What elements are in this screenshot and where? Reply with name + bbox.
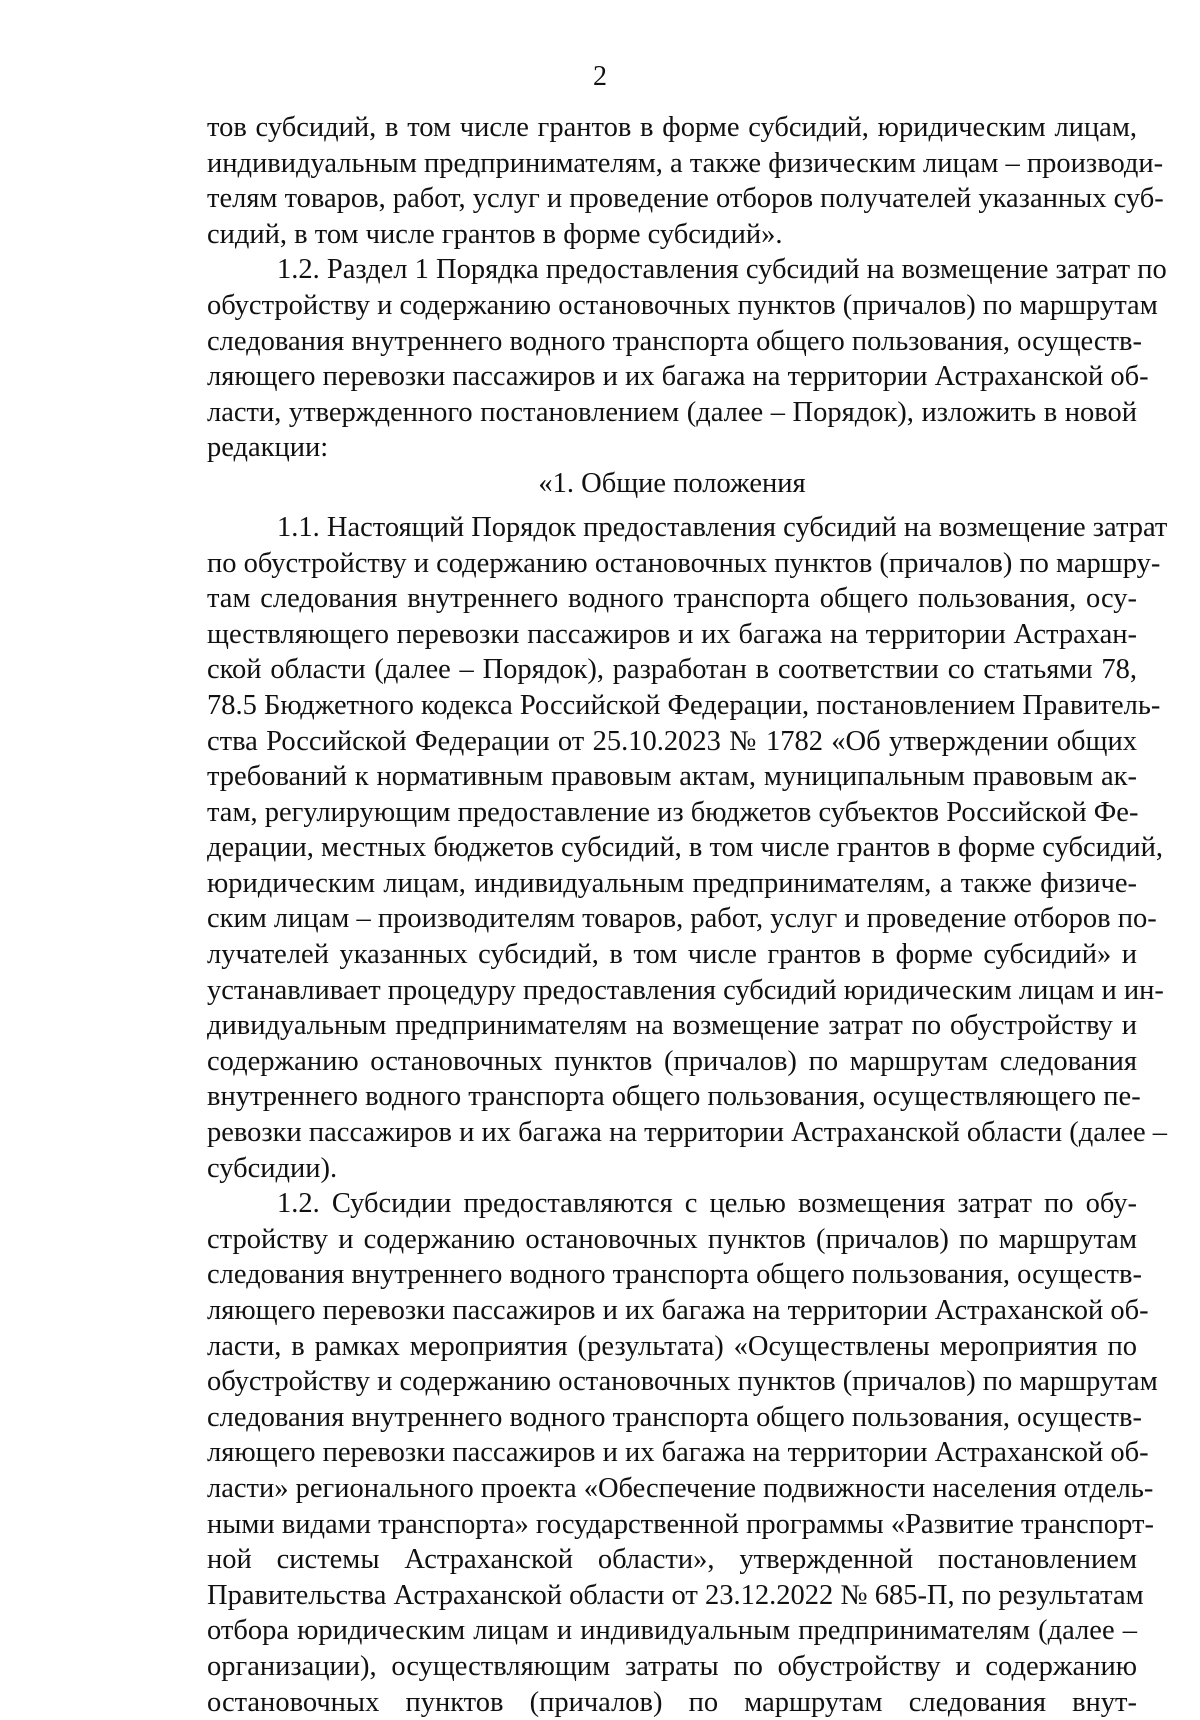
text-line: там следования внутреннего водного транспорта общего пользования, осу- <box>207 583 1137 615</box>
text-line: следования внутреннего водного транспорта общего пользования, осуществ- <box>207 1259 1142 1291</box>
text-line: ства Российской Федерации от 25.10.2023 № 1782 «Об утверждении общих <box>207 725 1137 757</box>
text-line: ласти, утвержденного постановлением (далее – Порядок), изложить в новой <box>207 396 1137 428</box>
section-heading: «1. Общие положения <box>538 467 806 499</box>
text-line: субсидии). <box>207 1152 338 1184</box>
text-line: ществляющего перевозки пассажиров и их багажа на территории Астрахан- <box>207 618 1137 650</box>
text-line: следования внутреннего водного транспорта общего пользования, осуществ- <box>207 1401 1142 1433</box>
text-line: обустройству и содержанию остановочных пунктов (причалов) по маршрутам <box>207 1366 1158 1398</box>
text-line: ским лицам – производителям товаров, работ, услуг и проведение отборов по- <box>207 903 1157 935</box>
text-line: там, регулирующим предоставление из бюджетов субъектов Российской Фе- <box>207 796 1139 828</box>
text-line: юридическим лицам, индивидуальным предпринимателям, а также физиче- <box>207 867 1137 899</box>
paragraph-first-line: 1.2. Раздел 1 Порядка предоставления субсидий на возмещение затрат по <box>277 254 1167 286</box>
text-line: ласти, в рамках мероприятия (результата) «Осуществлены мероприятия по <box>207 1330 1137 1362</box>
text-line: ласти» регионального проекта «Обеспечение подвижности населения отдель- <box>207 1472 1154 1504</box>
text-line: по обустройству и содержанию остановочных пунктов (причалов) по маршру- <box>207 547 1161 579</box>
text-line: требований к нормативным правовым актам, муниципальным правовым ак- <box>207 761 1137 793</box>
text-line: ляющего перевозки пассажиров и их багажа на территории Астраханской об- <box>207 361 1149 393</box>
text-line: ной системы Астраханской области», утвержденной постановлением <box>207 1544 1137 1576</box>
text-line: обустройству и содержанию остановочных пунктов (причалов) по маршрутам <box>207 289 1158 321</box>
text-line: 78.5 Бюджетного кодекса Российской Федерации, постановлением Правитель- <box>207 689 1161 721</box>
document-body <box>207 110 1168 1720</box>
text-line: дерации, местных бюджетов субсидий, в том числе грантов в форме субсидий, <box>207 832 1163 864</box>
text-line: лучателей указанных субсидий, в том числе грантов в форме субсидий» и <box>207 939 1137 971</box>
text-line: остановочных пунктов (причалов) по маршрутам следования внут- <box>207 1686 1137 1718</box>
text-line: ской области (далее – Порядок), разработан в соответствии со статьями 78, <box>207 654 1137 686</box>
text-line: индивидуальным предпринимателям, а также физическим лицам – производи- <box>207 147 1164 179</box>
text-line: устанавливает процедуру предоставления субсидий юридическим лицам и ин- <box>207 974 1164 1006</box>
text-line: ревозки пассажиров и их багажа на территории Астраханской области (далее – <box>207 1117 1168 1149</box>
text-line: организации), осуществляющим затраты по обустройству и содержанию <box>207 1650 1137 1682</box>
text-line: следования внутреннего водного транспорта общего пользования, осуществ- <box>207 325 1142 357</box>
text-line: ными видами транспорта» государственной программы «Развитие транспорт- <box>207 1508 1154 1540</box>
text-line: тов субсидий, в том числе грантов в форме субсидий, юридическим лицам, <box>207 112 1137 143</box>
paragraph-first-line: 1.1. Настоящий Порядок предоставления субсидий на возмещение затрат <box>277 511 1168 543</box>
text-line: внутреннего водного транспорта общего пользования, осуществляющего пе- <box>207 1081 1141 1113</box>
text-line: ляющего перевозки пассажиров и их багажа на территории Астраханской об- <box>207 1437 1149 1469</box>
page-number: 2 <box>593 61 607 92</box>
text-line: стройству и содержанию остановочных пунктов (причалов) по маршрутам <box>207 1223 1137 1255</box>
text-line: отбора юридическим лицам и индивидуальным предпринимателям (далее – <box>207 1615 1137 1647</box>
text-line: ляющего перевозки пассажиров и их багажа на территории Астраханской об- <box>207 1295 1149 1326</box>
text-line: Правительства Астраханской области от 23.12.2022 № 685-П, по результатам <box>207 1579 1144 1611</box>
text-line: дивидуальным предпринимателям на возмещение затрат по обустройству и <box>207 1010 1137 1042</box>
text-line: содержанию остановочных пунктов (причалов) по маршрутам следования <box>207 1045 1137 1077</box>
text-line: редакции: <box>207 432 329 464</box>
text-line: телям товаров, работ, услуг и проведение отборов получателей указанных суб- <box>207 183 1164 215</box>
text-line: сидий, в том числе грантов в форме субсидий». <box>207 218 783 250</box>
paragraph-first-line: 1.2. Субсидии предоставляются с целью возмещения затрат по обу- <box>277 1188 1137 1220</box>
